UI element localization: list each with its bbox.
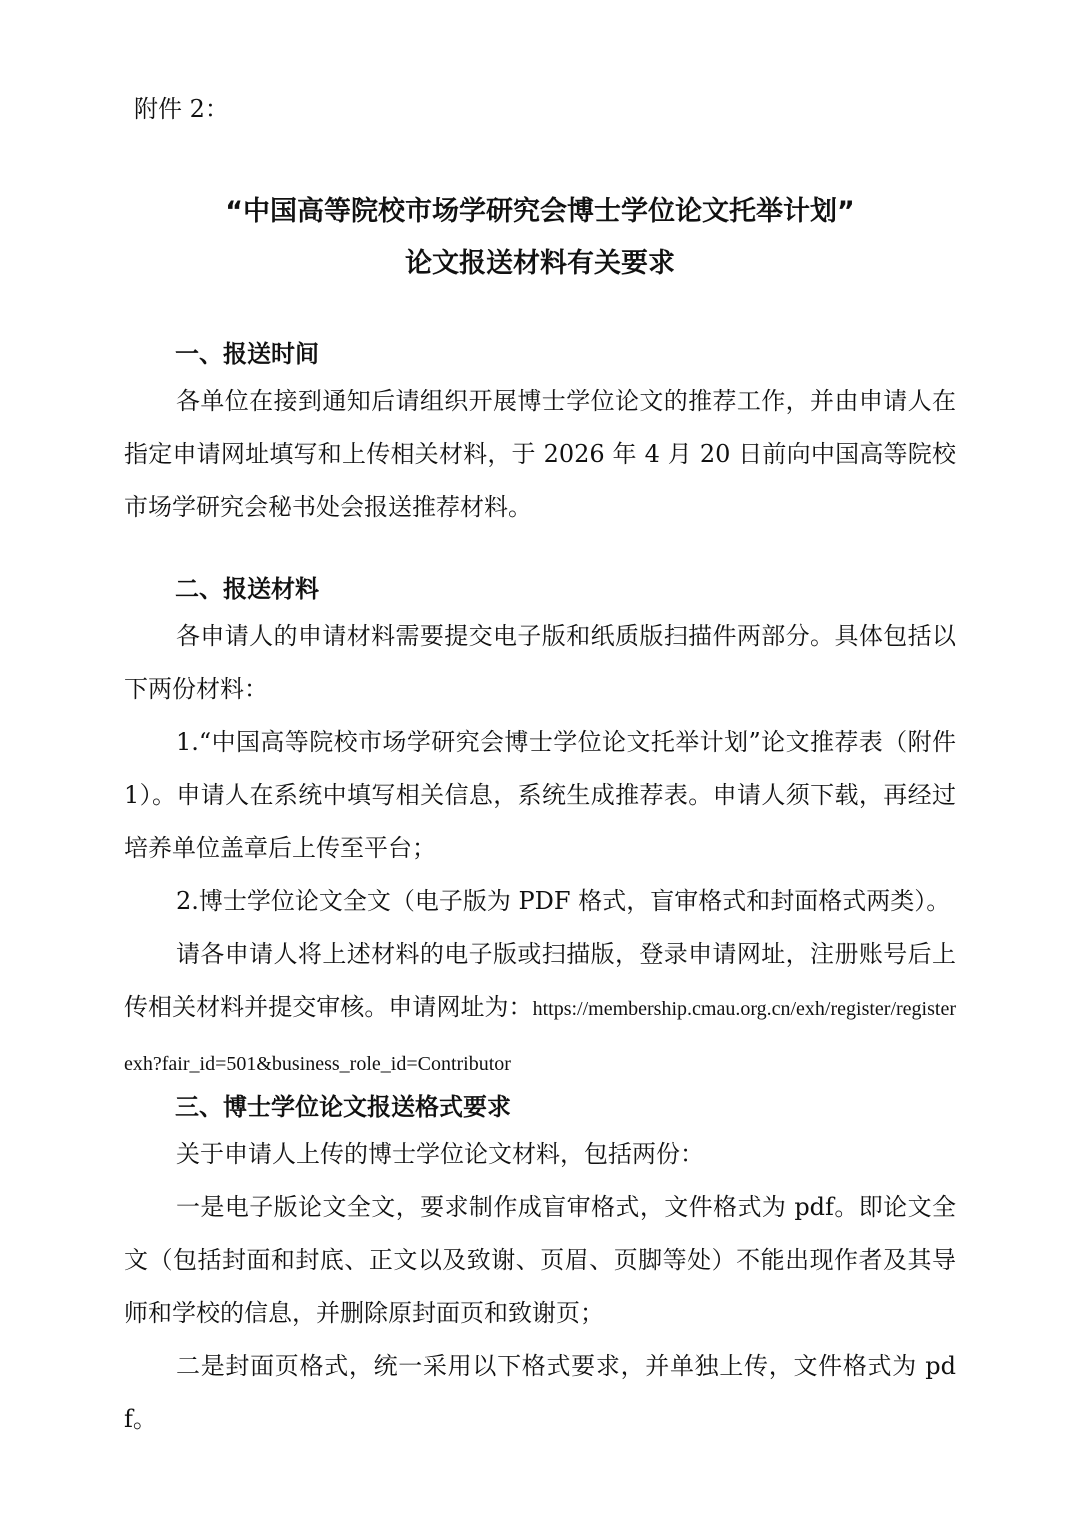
upload-instruction-text: 请各申请人将上述材料的电子版或扫描版，登录申请网址，注册账号后上传相关材料并提交审核。申请网址为： — [124, 940, 956, 1021]
paragraph-submission-time: 各单位在接到通知后请组织开展博士学位论文的推荐工作，并由申请人在指定申请网址填写和上传相关材料，于 2026 年 4 月 20 日前向中国高等院校市场学研究会秘书处会报送推荐材料。 — [124, 387, 956, 521]
paragraph-format-cover-page: 二是封面页格式，统一采用以下格式要求，并单独上传，文件格式为 pdf。 — [124, 1352, 956, 1433]
section-heading-submission-time: 一、报送时间 — [175, 340, 319, 368]
paragraph-format-intro: 关于申请人上传的博士学位论文材料，包括两份： — [176, 1140, 704, 1168]
paragraph-materials-item-2: 2.博士学位论文全文（电子版为 PDF 格式，盲审格式和封面格式两类）。 — [176, 887, 951, 915]
document-title-line-2: 论文报送材料有关要求 — [405, 248, 675, 279]
paragraph-materials-item-1: 1.“中国高等院校市场学研究会博士学位论文托举计划”论文推荐表（附件 1）。申请人在系统中填写相关信息，系统生成推荐表。申请人须下载，再经过培养单位盖章后上传至平台； — [124, 728, 956, 862]
paragraph-format-blind-review: 一是电子版论文全文，要求制作成盲审格式，文件格式为 pdf。即论文全文（包括封面和封底、正文以及致谢、页眉、页脚等处）不能出现作者及其导师和学校的信息，并删除原封面页和致谢页； — [124, 1193, 956, 1327]
document-title-line-1: “中国高等院校市场学研究会博士学位论文托举计划” — [225, 196, 855, 227]
paragraph-materials-intro: 各申请人的申请材料需要提交电子版和纸质版扫描件两部分。具体包括以下两份材料： — [124, 622, 956, 703]
section-heading-submission-materials: 二、报送材料 — [175, 575, 319, 603]
section-heading-format-requirements: 三、博士学位论文报送格式要求 — [175, 1093, 511, 1121]
attachment-label: 附件 2： — [134, 95, 229, 123]
application-url-link[interactable]: https://membership.cmau.org.cn/exh/register/registerexh?fair_id=501&business_role_id=Contributor — [124, 998, 956, 1075]
paragraph-materials-upload — [124, 928, 956, 1091]
